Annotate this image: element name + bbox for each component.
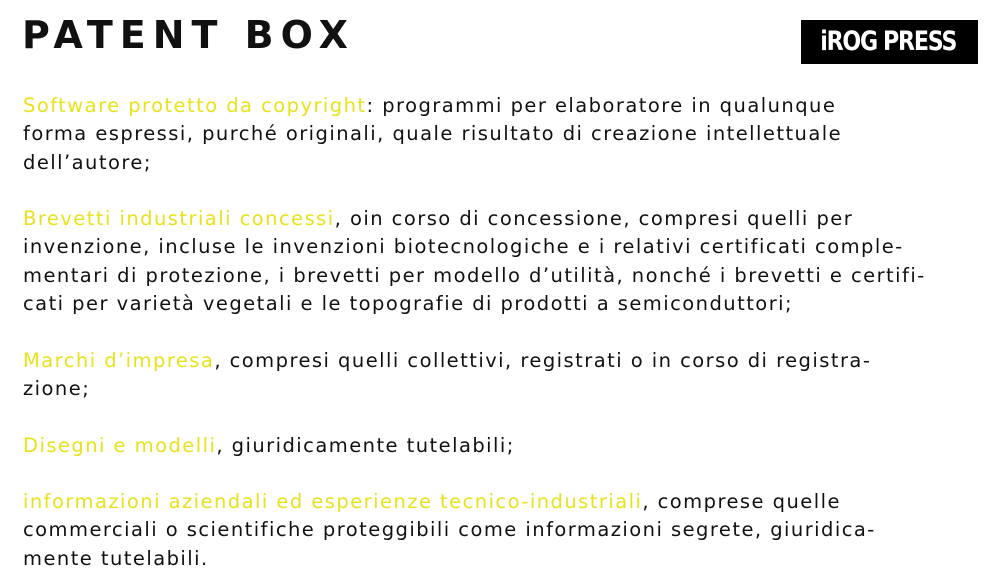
description-line: forma espressi, purché originali, quale risultato di creazione intellettuale: [23, 122, 843, 146]
logo-text-irog: iROG: [820, 26, 878, 57]
brand-logo: [801, 20, 978, 64]
list-item-marchi: [23, 347, 968, 404]
term-highlight: Disegni e modelli: [23, 433, 217, 457]
description-line: , compresi quelli collettivi, registrati o in corso di registra-: [214, 348, 872, 372]
list-item-brevetti: [23, 205, 968, 318]
description-line: cati per varietà vegetali e le topografie di prodotti a semiconduttori;: [23, 292, 794, 316]
term-highlight: Software protetto da copyright: [23, 94, 367, 117]
document-body: [23, 92, 968, 573]
description-line: invenzione, incluse le invenzioni biotecnologiche e i relativi certificati comple-: [23, 235, 904, 259]
list-item-informazioni: [23, 488, 968, 573]
description-line: mente tutelabili.: [23, 546, 209, 570]
page-title: PATENT BOX: [22, 13, 355, 57]
description-line: commerciali o scientifiche proteggibili come informazioni segrete, giuridica-: [23, 518, 876, 542]
description-line: : programmi per elaboratore in qualunque: [366, 94, 837, 117]
list-item-disegni: [23, 432, 968, 460]
description-line: dell’autore;: [23, 150, 152, 174]
description-line: , comprese quelle: [642, 490, 841, 514]
term-highlight: Brevetti industriali concessi: [23, 207, 335, 231]
term-highlight: informazioni aziendali ed esperienze tecnico-industriali: [23, 490, 643, 514]
description-line: , oin corso di concessione, compresi quelli per: [334, 207, 854, 231]
term-highlight: Marchi d’impresa: [23, 348, 215, 372]
description-line: , giuridicamente tutelabili;: [216, 433, 515, 457]
list-item-software: [23, 92, 968, 177]
logo-text-press: PRESS: [883, 26, 957, 57]
description-line: zione;: [23, 376, 91, 400]
description-line: mentari di protezione, i brevetti per modello d’utilità, nonché i brevetti e certifi-: [23, 263, 926, 287]
